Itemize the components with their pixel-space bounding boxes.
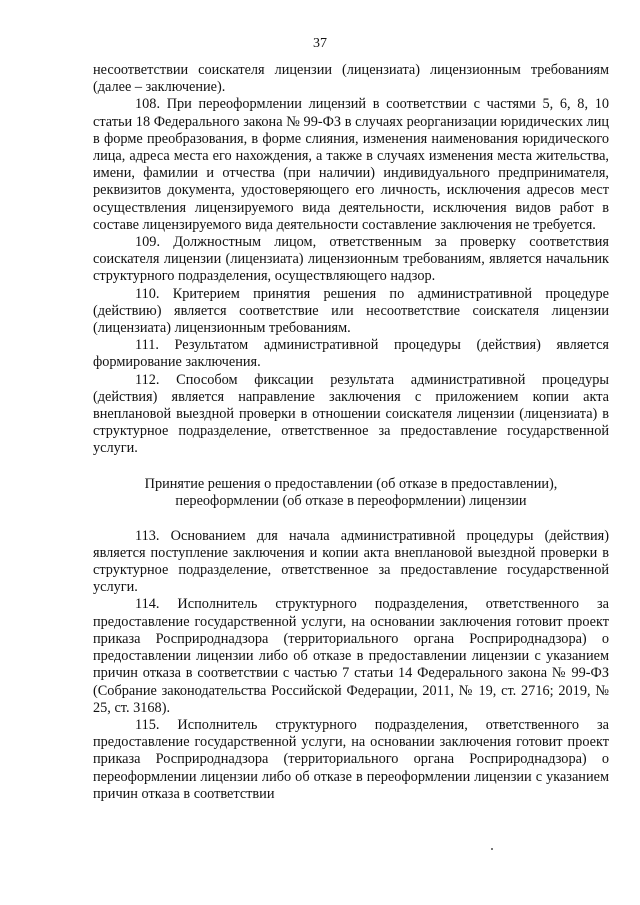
paragraph-111: 111. Результатом административной процедуры (действия) является формирование заключения. [93, 337, 609, 371]
paragraph-continuation: несоответствии соискателя лицензии (лицензиата) лицензионным требованиям (далее – заключение). [93, 62, 609, 96]
paragraph-115: 115. Исполнитель структурного подразделения, ответственного за предоставление государственной услуги, на основании заключения готовит проект приказа Росприроднадзора (территориального органа Росприроднадзора) о переоформлении лицензии либо об отказе в переоформлении лицензии с указанием причин отказа в соответствии [93, 716, 609, 802]
document-body [93, 62, 609, 803]
paragraph-110: 110. Критерием принятия решения по административной процедуре (действию) является соответствие или несоответствие соискателя лицензии (лицензиата) лицензионным требованиям. [93, 285, 609, 337]
section-heading-line-1: Принятие решения о предоставлении (об отказе в предоставлении), [144, 475, 558, 492]
section-heading-line-2: переоформлении (об отказе в переоформлении) лицензии [175, 492, 527, 509]
paragraph-114: 114. Исполнитель структурного подразделения, ответственного за предоставление государственной услуги, на основании заключения готовит проект приказа Росприроднадзора (территориального органа Росприроднадзора) о предоставлении лицензии либо об отказе в предоставлении лицензии с указанием причин отказа в соответствии с частью 7 статьи 14 Федерального закона № 99-ФЗ (Собрание законодательства Российской Федерации, 2011, № 19, ст. 2716; 2019, № 25, ст. 3168). [93, 596, 609, 716]
paragraph-108: 108. При переоформлении лицензий в соответствии с частями 5, 6, 8, 10 статьи 18 Федерального закона № 99-ФЗ в случаях реорганизации юридических лиц в форме преобразования, в форме слияния, изменения наименования юридического лица, адреса места его нахождения, а также в случаях изменения места жительства, имени, фамилии и отчества (при наличии) индивидуального предпринимателя, реквизитов документа, удостоверяющего его личность, исключения адресов мест осуществления лицензируемого вида деятельности, исключения видов работ в составе лицензируемого вида деятельности составление заключения не требуется. [93, 96, 609, 233]
page-number: 37 [313, 36, 327, 51]
paragraph-113: 113. Основанием для начала административной процедуры (действия) является поступление заключения и копии акта внеплановой выездной проверки в структурное подразделение, ответственное за предоставление государственной услуги. [93, 527, 609, 596]
scan-speck [491, 848, 493, 850]
paragraph-112: 112. Способом фиксации результата административной процедуры (действия) является направление заключения с приложением копии акта внеплановой выездной проверки в отношении соискателя лицензии (лицензиата) в структурное подразделение, ответственное за предоставление государственной услуги. [93, 371, 609, 457]
section-heading [93, 476, 609, 510]
paragraph-109: 109. Должностным лицом, ответственным за проверку соответствия соискателя лицензии (лицензиата) лицензионным требованиям, является начальник структурного подразделения, осуществляющего надзор. [93, 234, 609, 285]
